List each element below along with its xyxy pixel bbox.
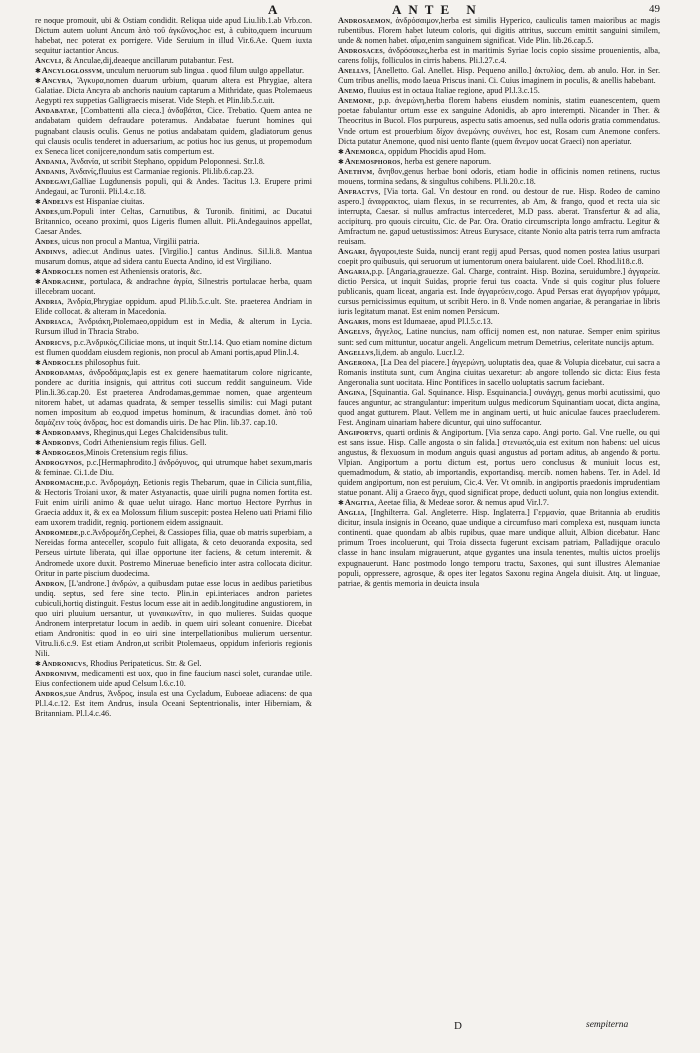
entry-headword: Ancyra (41, 76, 71, 86)
entry-headword: Andros (35, 689, 64, 699)
dictionary-entry (338, 167, 660, 187)
entry-headword: Angari (338, 247, 366, 257)
dictionary-entry (35, 317, 312, 337)
dictionary-entry (338, 498, 660, 508)
dictionary-entry (35, 669, 312, 689)
dictionary-entry (35, 338, 312, 358)
dictionary-entry (338, 267, 660, 317)
entry-text: , [Via torta. Gal. Vn destour en rond. ou destour de rue. Hisp. Rodeo de camino aspero.] ἀναφρακτος, uiam flexus, in se recurrentes, ab Am, & frango, quod et recta uia sic interrupta, Caesar. si nullus amfractus intercederet, M.D pass. aberat. Transfertur & ad alia, accipiturq. pro quouis circuitu, Cic. de Par. Ora. Oratio circumscripta longo amfractu. Legitur & Amfractum ne. gapud uetustissimos: Atreus Eurysace, citante Nonio alta patris terra rum amfracta reuisam. (338, 186, 660, 247)
entry-headword: Angiportvs (338, 427, 382, 437)
entry-headword: Androsaemon (338, 16, 391, 25)
dictionary-entry (35, 247, 312, 267)
entry-headword: Anethvm (338, 166, 373, 176)
entry-text: , mons est Idumaeae, apud Pl.l.5.c.13. (368, 317, 493, 327)
entry-headword: Andron (35, 578, 65, 588)
dictionary-entry (35, 458, 312, 478)
left-column (35, 16, 312, 1016)
dictionary-entry (35, 448, 312, 458)
entry-text: ,p.p. [Angaria,grauezze. Gal. Charge, contraint. Hisp. Bozina, seruidumbre.] ἀγγαρεία. dictio Persica, ut inquit Suidas, proprie ferui tus coacta. Vnde si quis cogitur plus foluere publicanis, quam liceat, angaria est. Inde ἀγγαρεύειν,cogo. Apud Persas erat ἀγγαρήιον γράμμα, cursus pernicissimus equitum, ut scribit Hero. in 8. Vnde nomen angariae, & perangariae in libris iuris legitatum manat. Est enim nomen Persicum. (338, 267, 660, 317)
entry-headword: Androgeos (41, 448, 84, 458)
entry-text: re nɵque promouit, ubi & Ostiam condidit. Reliqua uide apud Liu.lib.1.ab Vrb.con. Dictum autem uolunt Ancum àπὸ τοῦ ἀγκῶνος,hoc est, à cubito,quem incuruum habebat, nec poterat ex porrigere. Vide Seruium in illud Vir.6.Ae. Quem iuxta sequitur iactantior Ancus. (35, 16, 312, 56)
entry-text: philosophus fuit. (82, 357, 141, 367)
entry-text: , Ἀνδρία,Phrygiae oppidum. apud Pl.lib.5.c.ult. Ste. praeterea Andriam in Elide collocat. & alteram in Macedonia. (35, 297, 312, 317)
entry-text: , Ἀνδριάκη,Ptolemaeo,oppidum est in Media, & alterum in Lycia. Rursum illud in Thracia Strabo. (35, 317, 312, 337)
entry-headword: Androdamvs (41, 427, 90, 437)
catchword: sempiterna (586, 1020, 629, 1030)
dictionary-entry (35, 177, 312, 197)
entry-headword: Anemosphoros (344, 156, 401, 166)
entry-text: , herba est genere naporum. (400, 156, 492, 166)
entry-headword: Andabatae (35, 106, 76, 116)
dictionary-entry (35, 438, 312, 448)
header-right: ANTE N (392, 2, 483, 17)
entry-headword: Androdamas (35, 367, 83, 377)
entry-text: ,Minois Cretensium regis filius. (83, 448, 188, 458)
entry-headword: Andronivm (35, 669, 78, 679)
entry-text: , ἀνδρόσακες,herba est in maritimis Syriae locis copio sissime prouenientis, alba, carens folijs, folliculos in cirris habens. Pli.l.27.c.4. (338, 46, 660, 66)
dictionary-entry (35, 428, 312, 438)
entry-text: ,um.Populi inter Celtas, Carnutibus, & Turonib. finitimi, ac Ducatui Britannico, oceano proximi, quos Ligeris flumen alluit. Pli.Andegauinos appellat, Caesar Andes. (35, 206, 312, 236)
entry-headword: Anfractvs (338, 186, 379, 196)
entry-text: , ἄγγαροι,teste Suida, nuncij erant regij apud Persas, quod nomen postea latius usurpari coepit pro quibusuis, qui seruorum ut iumentorum onera baiularent. uide Coel. Rhod.li18.c.8. (338, 247, 660, 267)
entry-headword: Angaria (338, 267, 370, 277)
entry-text: , Rhodius Peripateticus. Str. & Gel. (86, 659, 202, 668)
entry-text: , Aeetae filia, & Medeae soror. & nemus apud Vir.l.7. (374, 498, 549, 508)
dictionary-entry (35, 659, 312, 669)
entry-text: , ἀνδροδάμας,lapis est ex genere haematitarum colore nigricante, pondere ac duritia insignis, qui attritus coti succum reddit sanguineum. Vide Plin.li.36.cap.20. Est praeterea Androdamas,gemmae nomen, quae argenteum nitorem habet, ut adamas quadrata, & semper tessellis similis: cui Magi putant nomen impositum ab eo,quod impetus hominum, & iracundias domet. àπὸ τοῦ δαμάζειν τοὺς ἀνδρας, hoc est domandis uiris. De hac Plin. lib.37. cap.10. (35, 367, 312, 427)
dictionary-entry (35, 267, 312, 277)
dictionary-entry (35, 277, 312, 297)
dictionary-entry (35, 106, 312, 156)
entry-text: , quarti ordinis & Angiportum. [Via senza capo. Angi porto. Gal. Vne ruelle, ou qui est sans issue. Hisp. Calle angosta o sin falida.] στενωπός,uia est exitum non habens: uel uicus angustus, & flexuosum in modum anguis quasi angustus ad portam aditus, ab angendo & portu. Vlpian. Angiportum a portu dictum est, portus uero conclusus & muniuit locus est, quemadmodum, & statio, ab importandis, exportandisq. mercib. nomen habens. Ter. in Adel. Id quidem angiportum, non est peruium, Cic.4. Ver. Vt omnib. in angiportis praedonis imprudentiam statue ponant. Alij a Graeco ἄγχι, quod significat prope, deducti uolunt, quia non longius extendit. (338, 427, 660, 498)
entry-text: , [Squinantia. Gal. Squinance. Hisp. Esquinancia.] συνάγχη, genus morbi acutissimi, quo fauces anguntur, ac strangulantur: imperitum uulgus medicorum Squinantiam uocat, dicta angina, quod angat gutturem. Plaut. Vellem me in anginam uerti, ut huic aniculae fauces praecluderem. Fest. Anginam uinariam habere dicuntur, qui uino suffocantur. (338, 387, 660, 427)
dictionary-entry (35, 66, 312, 76)
dictionary-entry (338, 247, 660, 267)
dictionary-entry (35, 528, 312, 578)
entry-headword: Andinvs (35, 247, 66, 257)
entry-headword: Anemo (338, 86, 364, 96)
entry-text: ,Galliae Lugdunensis populi, qui & Andes. Tacitus l.3. Erupere primi Andegaui, ac Turonii. Pli.l.4.c.18. (35, 176, 312, 196)
entry-headword: Androdvs (41, 437, 80, 447)
entry-text: , Rheginus,qui Leges Chalcidensibus tulit. (89, 427, 228, 437)
dictionary-entry (338, 508, 660, 588)
entry-headword: Andania (35, 156, 67, 166)
dictionary-entry (35, 297, 312, 317)
dictionary-entry (35, 197, 312, 207)
entry-headword: Andricvs (35, 337, 70, 347)
entry-text: , & Anculae,dij,deaeque ancillarum putabantur. Fest. (61, 56, 234, 66)
entry-text: , p.c.Ἀνδρικός,Ciliciae mons, ut inquit Str.l.14. Quo etiam nomine dictum est flumen quoddam eiusdem regionis, non procul ab Amani portis,apud Plin.l.4. (35, 337, 312, 357)
entry-text: , adiec.ut Andinus uates. [Virgilio.] cantus Andinus. Sil.li.8. Mantua musarum domus, atque ad sidera cantu Euecta Andino, id est Virgiliano. (35, 247, 312, 267)
entry-headword: Anemorca (344, 146, 385, 156)
entry-text: , p.c.[Hermaphrodito.] ἀνδρόγυνος, qui utrumque habet sexum,maris & feminae. Ci.1.de Diu. (35, 458, 312, 478)
dictionary-entry (35, 207, 312, 237)
dictionary-entry (338, 46, 660, 66)
entry-headword: Androcles (41, 357, 83, 367)
dictionary-entry (338, 96, 660, 146)
dictionary-entry (35, 237, 312, 247)
entry-headword: Andria (35, 297, 62, 307)
entry-text: , unculum neruorum sub lingua . quod filum uulgo appellatur. (102, 66, 304, 76)
dictionary-entry (338, 16, 660, 46)
dictionary-entry (338, 388, 660, 428)
entry-headword: Anglia (338, 508, 365, 518)
entry-headword: Andegavi (35, 176, 71, 186)
entry-text: , portulaca, & andrachne ἀγρία, Silnestris portulacae herba, quam illecebram uocant. (35, 277, 312, 297)
entry-text: , medicamenti est uox, quo in fine faucium nasci solet, curandae utile. Eius confectionem uide apud Celsum l.6.c.10. (35, 669, 312, 689)
dictionary-entry (35, 368, 312, 428)
entry-headword: Andes (35, 237, 58, 247)
dictionary-entry (35, 579, 312, 659)
entry-headword: Andanis (35, 166, 66, 176)
entry-headword: Angellvs (338, 347, 374, 357)
entry-headword: Ancvli (35, 56, 62, 66)
page-number: 49 (649, 3, 660, 15)
entry-headword: Anellvs (338, 66, 369, 76)
entry-text: , [L'androne.] ἀνδρών, a quibusdam putae esse locus in aedibus parietibus undiq. septus, sed fere sine tecto. Plin.in epi.interiaces andron parietes cubiculi,hortiq distinguit. Festus locum esse ait in aedib.longitudine angustiorem, in quo uiri pluuium uersantur, ut γυναικωνῖτιν, in quo mulieres. Suidas quoque Andronem interpretatur locum in aedib. in quem uiri soleant conuenire. Dicebat etiam Andronitis: quod in eo uiri sine interpellationibus mulierum uersentur. Vitru.li.6.c.9. Est etiam Andron,ut scribit Ptolemaeus, oppidum inferioris regionis Nili. (35, 578, 312, 658)
entry-headword: Andromede (35, 528, 79, 538)
entry-text: ,p.c. Ἀνδρομάχη, Eetionis regis Thebarum, quae in Cilicia sunt,filia, & Hectoris Troiani uxor, & mater Astyanactis, quae uirili pugna nomen fortita est. Fuit enim uirili animo & quae uelut uirago. Hanc mortuo Hectore Pyrrhus in Graecia addux it, & ex ea Molossum filium suscepit: postea Heleno uati Priami filio eam uxorem tradidit, regniq. portionem eidem assignauit. (35, 478, 312, 528)
dictionary-entry (35, 76, 312, 106)
entry-text: , Ἀνδανία, ut scribit Stephano, oppidum Peloponnesi. Str.l.8. (66, 156, 265, 166)
entry-text: est Hispaniae ciuitas. (72, 196, 145, 206)
entry-text: , ἄνηθον,genus herbae boni odoris, etiam hodie in officinis nomen retinens, ructus mouens, tormina sedans, & singultus cohibens. Pl.li.20.c.18. (338, 166, 660, 186)
dictionary-entry (338, 157, 660, 167)
entry-headword: Androgynos (35, 458, 82, 468)
dictionary-entry (338, 66, 660, 86)
entry-text: , [La Dea del piacere.] ἀγγερώνη, uoluptatis dea, quae & Volupia dicebatur, cui sacra a Romanis instituta sunt, cum Angina ciuitas uexaretur: ab angore tollendo sic dicta: Eius festa Angeronalia sunt uocitata. Hinc Pontifices in sacello uoluptatis sacrum faciebant. (338, 357, 660, 387)
entry-headword: Angina (338, 387, 366, 397)
entry-text: , [Inghilterra. Gal. Angleterre. Hisp. Inglaterra.] Γερμανία, quae Britannia ab eruditis dicitur, insula insignis in Oceano, quae undique a circumfuso mari complexa est, nusquam iuncta continenti. quae quondam ab albis rupibus, quae mare undique alluit, Albion dicebatur. Hanc primum Troes incoluerunt, qui Troia dissecta fugerunt excisam patriam, Palladijque oraculo classe in hanc insulam migrauerunt, atque gygantes una insula tenentes, multis uictos proelijs expugnauerunt. Hanc postmodo longo temporu tractu, Saxones, qui sunt illustres Alemaniae populi, oppressere, agrosque, & opes iter legatos Saxonu regina Angela diuisit. Atq. ut linguae, patriae, & gentis memoria in deuicta insula (338, 508, 660, 588)
entry-headword: Angaris (338, 317, 369, 327)
entry-text: ,li,dem. ab angulo. Lucr.l.2. (373, 347, 465, 357)
entry-text: , ἄγγελος, Latine nuncius, nam officij nomen est, non naturae. Semper enim spiritus sunt: sed cum mittuntur, uocatur angeli. Angelicum metrum Demetrius, celeritate nuncijs aptum. (338, 327, 660, 347)
entry-headword: Andes (35, 206, 58, 216)
dictionary-entry (338, 358, 660, 388)
entry-headword: Andriaca (35, 317, 71, 327)
entry-text: , oppidum Phocidis apud Hom. (384, 146, 486, 156)
dictionary-entry (35, 157, 312, 167)
entry-text: , Ἄγκυρα,nomen duarum urbium, quarum altera est Phrygiae, altera Galatiae. Dicta Ancyra ab anchoris nauium captarum a Mithridate, quas Ptolemaeus Aegypti rex suppetias Galligraecis miserat. Vide Steph. et Plin.lib.5.c.uit. (35, 76, 312, 106)
dictionary-entry (35, 16, 312, 56)
dictionary-entry (338, 86, 660, 96)
entry-text: , p.p. ἀνεμώνη,herba florem habens eiusdem nominis, statim euanescentem, quem poetae fabulantur ortum esse ex sanguine Adonidis, ab apro interempti. Nicander in Ther. & Theocritus in Bucol. Flos purpureus, aspectu satis amoenus, sed nulla odoris gratia commendatus. Vnde ortum est prouerbium δίχον ἀνεμώνης συνέινει, hoc est, Rosam cum Anemone confers. Dicta putatur Anemone, quod nisi uento flante (quem ἄνεμον uocat Graeci) non aperiatur. (338, 96, 660, 146)
entry-headword: Andronicvs (41, 659, 87, 668)
entry-text: ,p.c.Ἀνδρομέδη,Cephei, & Cassiopes filia, quae ob matris superbiam, a Nereidas forma anteceller, scopulo fuit alligata, & ceto deuoranda exposita, sed Perseus uirtute liberata, qui illae opportune iter faciens, & cetum interemit. & Andromede uxore duxit. Postremo Mineruae beneficio inter astra collocata dicitur. Oritur in parte piscium duodecima. (35, 528, 312, 578)
dictionary-entry (338, 317, 660, 327)
entry-headword: Andromache (35, 478, 84, 488)
entry-text: , Codri Atheniensium regis filius. Gell. (79, 437, 207, 447)
dictionary-entry (338, 428, 660, 498)
dictionary-entry (35, 167, 312, 177)
dictionary-entry (35, 56, 312, 66)
entry-text: , ἀνδρόσαιμον,herba est similis Hyperico, cauliculis tamen maioribus ac magis rubentibus. Florem habet luteum coloris, qui digitis attritus, succum emittit sanguini similem, unde & nomen habet. αἷμα,enim sanguinem significat. Vide Plin. lib.26.cap.5. (338, 16, 660, 46)
entry-headword: Angelvs (338, 327, 370, 337)
dictionary-entry (338, 327, 660, 347)
entry-headword: Angerona (338, 357, 377, 367)
dictionary-entry (35, 478, 312, 528)
entry-headword: Ancyloglossvm (41, 66, 103, 76)
entry-headword: Andrachne (41, 277, 85, 287)
dictionary-entry (338, 187, 660, 247)
dictionary-entry (338, 147, 660, 157)
entry-text: , uicus non procul a Mantua, Virgilii patria. (57, 237, 200, 247)
entry-text: ,sue Andrus, Ἀνδρος, insula est una Cycladum, Euboeae adiacens: de qua Pl.l.4.c.12. Est item Andrus, insula Oceani Septentrionalis, inter Hiberniam, & Britanniam. Pl.l.4.c.46. (35, 689, 312, 719)
entry-headword: Androcles (41, 267, 83, 277)
dictionary-entry (35, 358, 312, 368)
entry-headword: Androsaces (338, 46, 383, 56)
entry-headword: Andelvs (41, 196, 73, 206)
signature-mark: D (454, 1020, 462, 1032)
entry-text: , fluuius est in octaua Italiae regione, apud Pl.l.3.c.15. (363, 86, 540, 96)
entry-text: , [Anelletto. Gal. Anellet. Hisp. Pequeno anillo.] ἀκτυλίος, dem. ab anulo. Hor. in Ser. Cum tribus anellis, modo laeua Priscus inani. Ci. Cuius imaginem in poculis, & anellis habebant. (338, 66, 660, 86)
right-column (338, 16, 660, 1016)
entry-text: , [Combattenti alla cieca.] ἀνδαβάται, Cice. Trebatio. Quem antea ne andabatam quidem defraudare poteramus. Andabatae fuerunt homines qui pugnabant clausis oculis. Genus ne potius andabatam quidem, gladiatorum genus qui clausis oculis tenderet in aduersarium, ac potius hoc ius genus, ut propemodum ex Seneca licet conijcere,nondum satis compertum est. (35, 106, 312, 156)
entry-headword: Anemone (338, 96, 373, 106)
dictionary-entry (338, 348, 660, 358)
header-left: A (268, 2, 285, 17)
entry-text: , Ἀνδανίς,fluuius est Carmaniae regionis. Pli.lib.6.cap.23. (65, 166, 254, 176)
entry-headword: Angitia (344, 498, 375, 508)
dictionary-entry (35, 689, 312, 719)
entry-text: nomen est Atheniensis oratoris, &c. (82, 267, 202, 277)
